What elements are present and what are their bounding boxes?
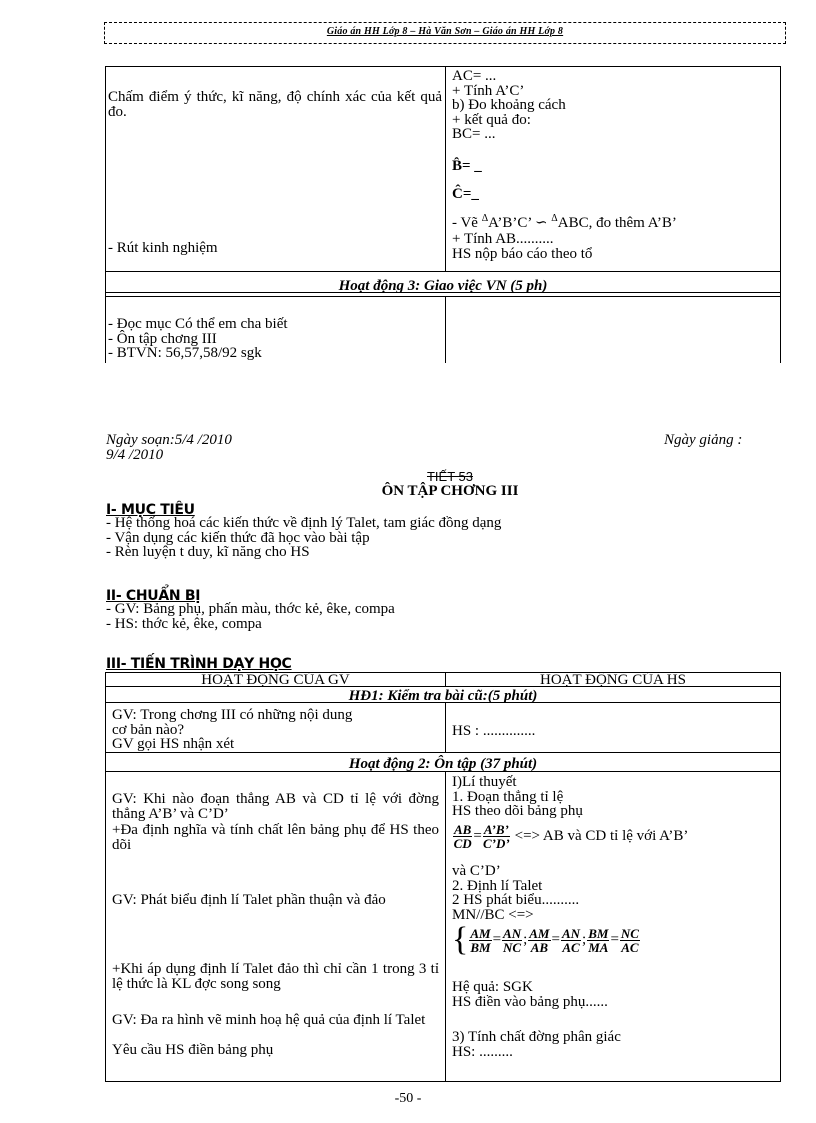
section-3-title: Hoạt động 3: Giao việc VN (5 ph) [338,278,548,294]
assessment-text: Chấm điểm ý thức, kĩ năng, độ chính xác của kết quả đo. [108,89,442,120]
header-text: Giáo án HH Lớp 8 – Hà Văn Sơn – Giáo án HH Lớp 8 [326,26,564,37]
draw-similar-line: - Vẽ $^\Delta$A’B’C’ ∽ $^\Delta$ABC, đo thêm A’B’ [452,213,677,231]
triangle-icon: Δ [481,213,489,224]
hs-consequence: Hệ quả: SGK HS điền vào bảng phụ...... [452,979,608,1010]
experience-text: - Rút kinh nghiệm [108,240,218,256]
gv-question-2: GV: Phát biểu định lí Talet phần thuận và đảo [112,892,386,908]
gv-instruction-2: Yêu cầu HS điền bảng phụ [112,1042,274,1058]
page-header [104,22,786,44]
col-gv-header: HOẠT ĐỘNG CỦA GV [201,673,350,687]
objectives-list: - Hệ thống hoá các kiến thức về định lý Talet, tam giác đồng dạng - Vận dụng các kiến thức đã học vào bài tập - Rèn luyện t duy, kĩ năng cho HS [106,515,502,560]
date-prepared: Ngày soạn:5/4 /2010 9/4 /2010 [106,432,232,463]
hd1-title: HĐ1: Kiểm tra bài cũ:(5 phút) [348,688,538,704]
page-number: -50 - [394,1091,422,1106]
hs-talet-block: và C’D’ 2. Định lí Talet 2 HS phát biểu.......... MN//BC <=> [452,863,580,923]
hs-talet-formula: { $\frac{AM}{BM}$ = $\frac{AN}{NC}$ ; $\frac{AM}{AB}$ = $\frac{AN}{AC}$ ; $\frac{BM}{MA}$ = $\frac{NC}{AC}$ [452,921,639,958]
objectives-heading: I- MỤC TIÊU [106,502,195,518]
gv-note-1: +Khi áp dụng định lí Talet đảo thì chỉ cần 1 trong 3 tỉ lệ thức là KL đợc song song [112,961,439,992]
hs-theory-block: I)Lí thuyết 1. Đoạn thẳng tỉ lệ HS theo dõi bảng phụ [452,774,583,819]
hs-bisector: 3) Tính chất đờng phân giác HS: ......... [452,1029,621,1060]
gv-question-3: GV: Đa ra hình vẽ minh hoạ hệ quả của định lí Talet [112,1012,426,1028]
angle-c: Ĉ=_ [452,186,479,202]
measure-tail: + Tính AB.......... HS nộp báo cáo theo tổ [452,231,593,262]
triangle-icon: Δ [551,213,558,224]
hd1-hs: HS : .............. [452,723,536,739]
date-taught: Ngày giảng : [664,432,743,448]
gv-instruction-1: +Đa định nghĩa và tính chất lên bảng phụ để HS theo dõi [112,822,439,853]
hd2-title: Hoạt động 2: Ôn tập (37 phút) [348,756,538,772]
col-hs-header: HOẠT ĐỘNG CỦA HS [540,673,686,687]
measure-steps: AC= ... + Tính A’C’ b) Đo khoảng cách + kết quả đo: BC= ... [452,68,566,142]
preparation-heading: II- CHUẨN BỊ [106,588,201,604]
hd1-gv: GV: Trong chơng III có những nội dung cơ bản nào? GV gọi HS nhận xét [112,707,353,752]
lesson-title: ÔN TẬP CHƠNG III [381,483,519,499]
preparation-list: - GV: Bảng phụ, phấn màu, thớc kẻ, êke, compa - HS: thớc kẻ, êke, compa [106,601,395,632]
homework-list: - Đọc mục Có thể em cha biết - Ôn tập chơng III - BTVN: 56,57,58/92 sgk [108,316,288,361]
angle-b: B̂= _ [452,158,482,174]
process-heading: III- TIẾN TRÌNH DẠY HỌC [106,656,292,672]
period-number: TIẾT 53 [426,469,473,484]
hs-ratio-formula: $\frac{AB}{CD}$ = $\frac{A’B’}{C’D’}$ <=> AB và CD tỉ lệ với A’B’ [453,822,689,851]
gv-question-1: GV: Khi nào đoạn thẳng AB và CD tỉ lệ với đờng thẳng A’B’ và C’D’ [112,791,439,822]
